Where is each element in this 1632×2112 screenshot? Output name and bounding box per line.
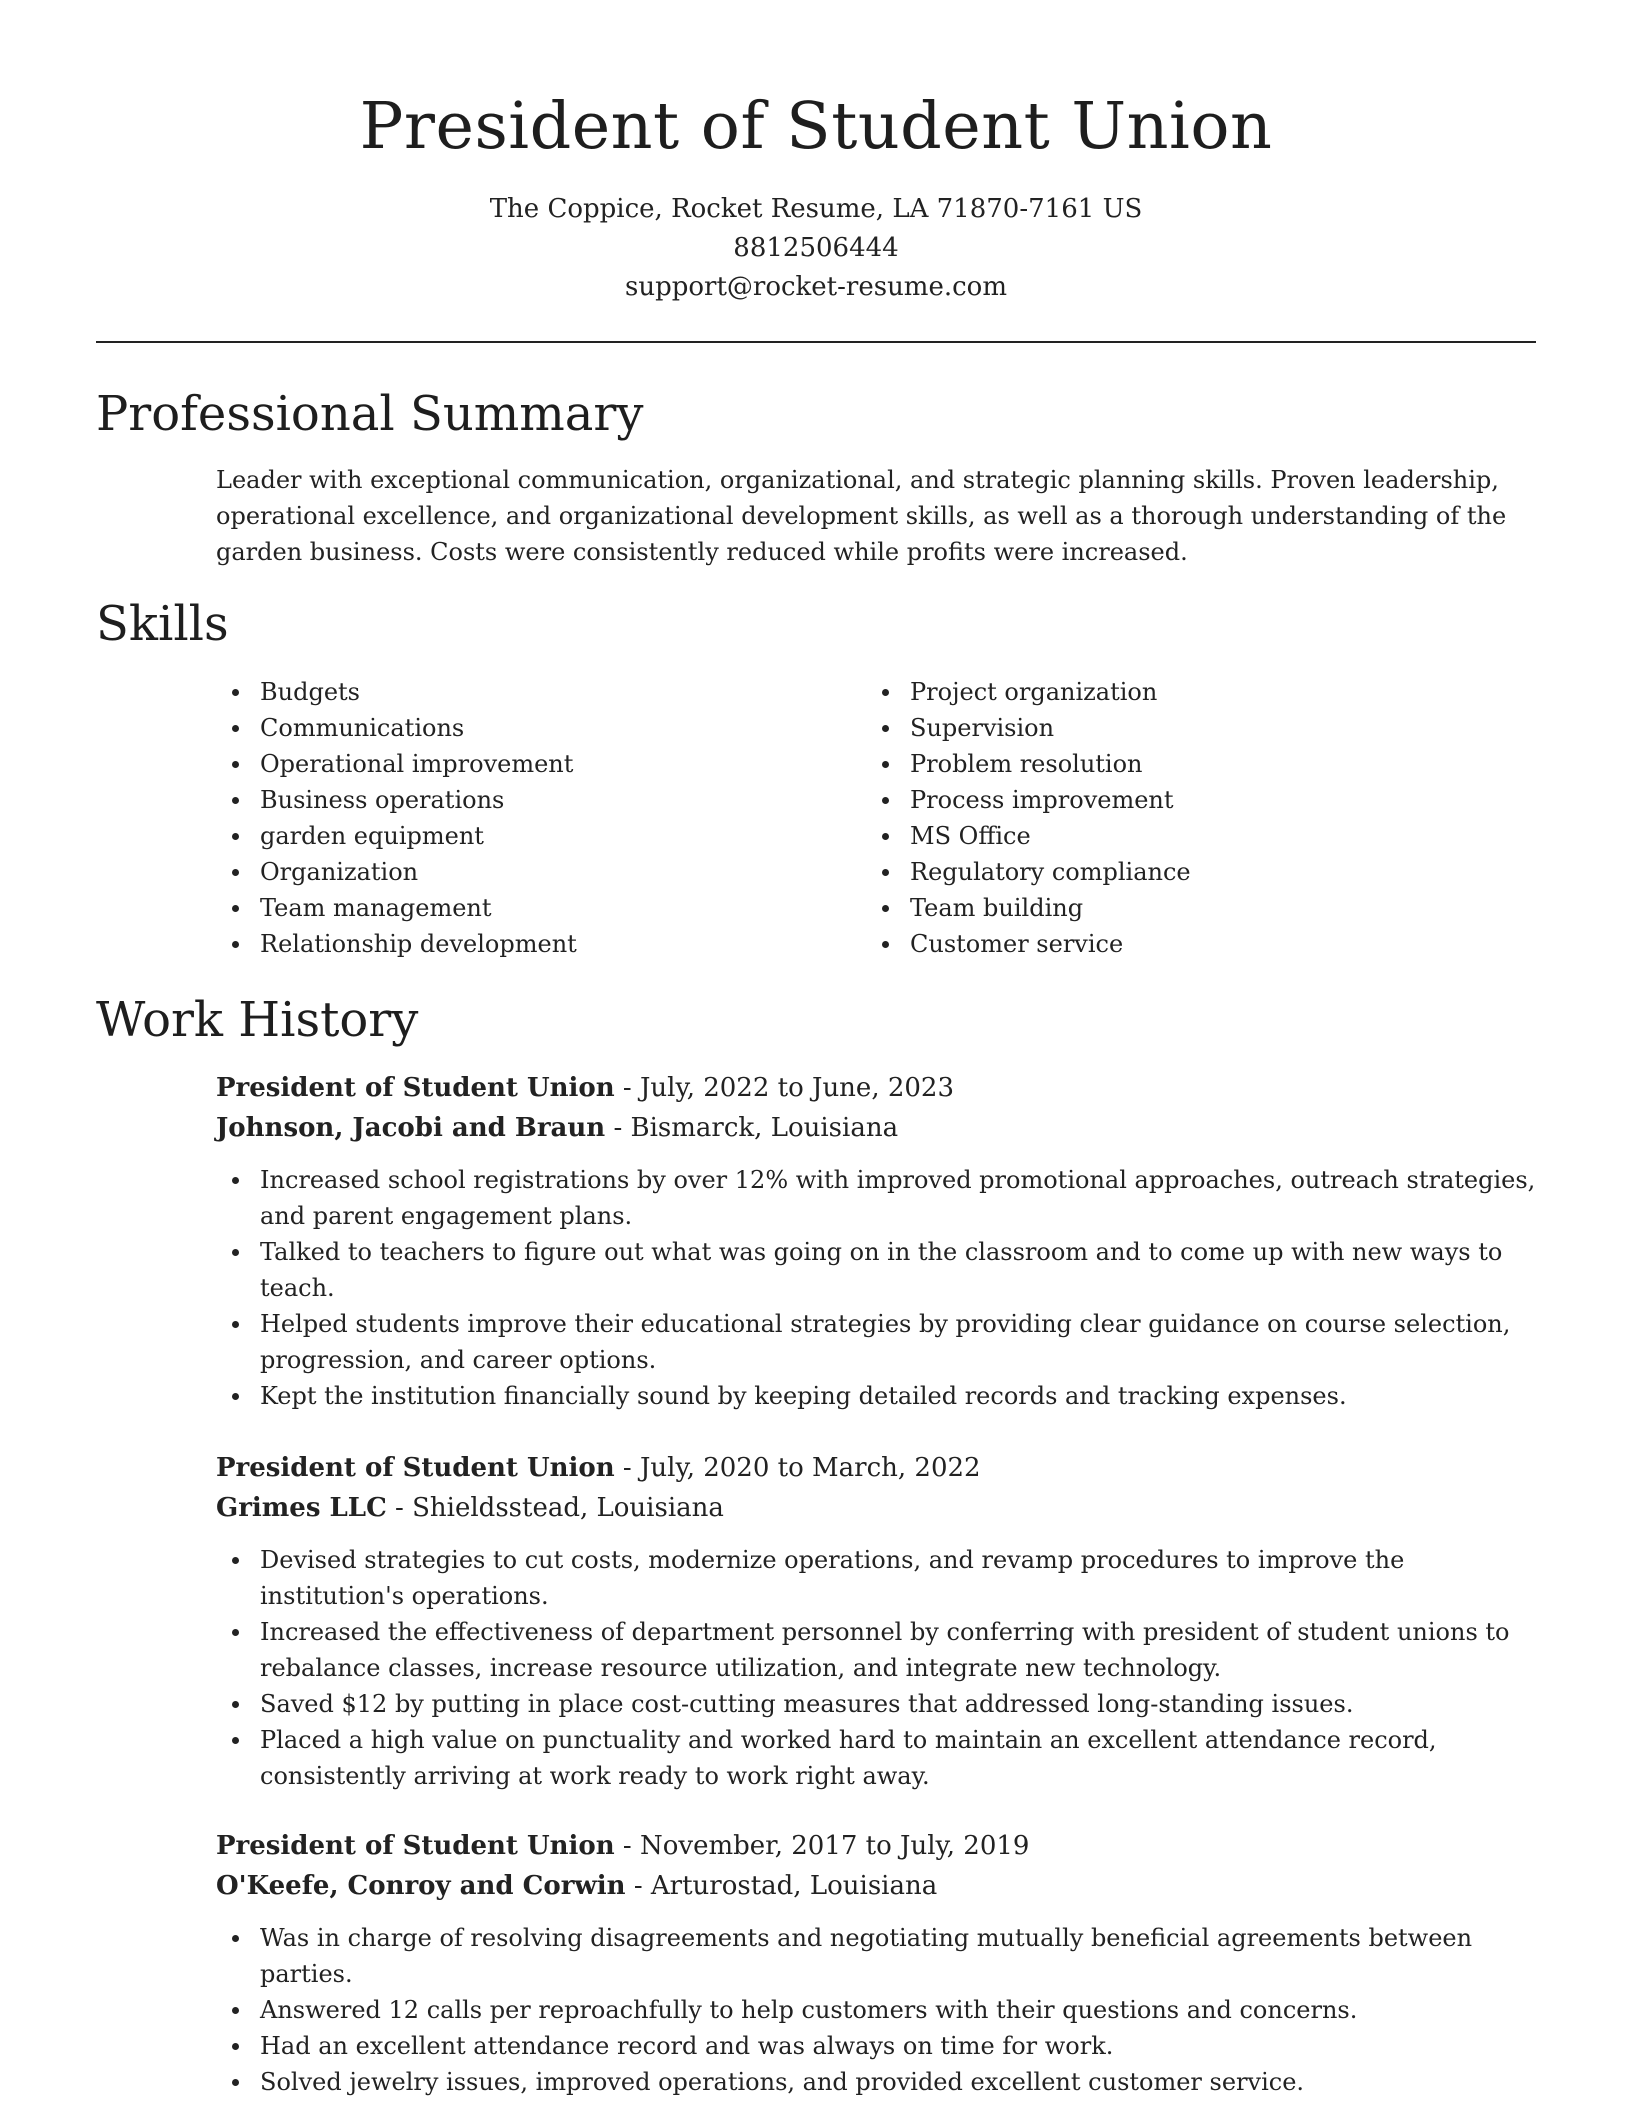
job-bullet: Talked to teachers to figure out what was going on in the classroom and to come up with new ways to teach.: [216, 1234, 1536, 1306]
summary-text: Leader with exceptional communication, organizational, and strategic planning skills. Proven leadership, operational excellence, and organizational development skills, as well as a thorough understanding of the garden business. Costs were consistently reduced while profits were increased.: [216, 466, 1507, 566]
job-bullet: Devised strategies to cut costs, modernize operations, and revamp procedures to improve the institution's operations.: [216, 1542, 1536, 1614]
skill-item: Problem resolution: [866, 746, 1506, 782]
job-bullet: Was in charge of resolving disagreements and negotiating mutually beneficial agreements between parties.: [216, 1920, 1536, 1992]
job-bullet: Placed a high value on punctuality and worked hard to maintain an excellent attendance record, consistently arriving at work ready to work right away.: [216, 1722, 1536, 1794]
job-bullet: Saved $12 by putting in place cost-cutting measures that addressed long-standing issues.: [216, 1686, 1536, 1722]
skills-list-left: [216, 674, 856, 962]
work-history-heading: Work History: [96, 992, 419, 1048]
header-divider: [96, 341, 1536, 343]
job-dates: - November, 2017 to July, 2019: [614, 1831, 1030, 1861]
job-entry: [216, 1068, 1536, 1414]
skills-list-right: [866, 674, 1506, 962]
skill-item: Organization: [216, 854, 856, 890]
skill-item: MS Office: [866, 818, 1506, 854]
job-entry: [216, 1448, 1536, 1794]
job-title-line: [216, 1448, 1536, 1488]
job-company-line: [216, 1866, 1536, 1906]
skill-item: Project organization: [866, 674, 1506, 710]
job-company: O'Keefe, Conroy and Corwin: [216, 1871, 626, 1901]
job-bullet: Solved jewelry issues, improved operations, and provided excellent customer service.: [216, 2064, 1536, 2100]
skill-item: Process improvement: [866, 782, 1506, 818]
skill-item: Budgets: [216, 674, 856, 710]
job-title: President of Student Union: [216, 1073, 615, 1103]
job-bullet: Increased the effectiveness of department personnel by conferring with president of student unions to rebalance classes, increase resource utilization, and integrate new technology.: [216, 1614, 1536, 1686]
job-bullet: Answered 12 calls per reproachfully to help customers with their questions and concerns.: [216, 1992, 1536, 2028]
job-company-line: [216, 1108, 1536, 1148]
candidate-name: President of Student Union: [359, 89, 1273, 164]
skill-item: Team management: [216, 890, 856, 926]
skills-heading: Skills: [96, 596, 229, 652]
contact-address: The Coppice, Rocket Resume, LA 71870-7161 US: [489, 194, 1143, 224]
job-bullet: Helped students improve their educational strategies by providing clear guidance on course selection, progression, and career options.: [216, 1306, 1536, 1378]
job-bullets: [216, 1162, 1536, 1414]
job-location: - Arturostad, Louisiana: [625, 1871, 938, 1901]
skill-item: Business operations: [216, 782, 856, 818]
skill-item: Team building: [866, 890, 1506, 926]
job-title-line: [216, 1068, 1536, 1108]
contact-phone: 8812506444: [733, 233, 899, 263]
skill-item: Regulatory compliance: [866, 854, 1506, 890]
job-title-line: [216, 1826, 1536, 1866]
job-title: President of Student Union: [216, 1831, 615, 1861]
job-entry: [216, 1826, 1536, 2100]
job-dates: - July, 2020 to March, 2022: [614, 1453, 981, 1483]
job-company-line: [216, 1488, 1536, 1528]
skill-item: garden equipment: [216, 818, 856, 854]
skill-item: Operational improvement: [216, 746, 856, 782]
skill-item: Customer service: [866, 926, 1506, 962]
job-company: Grimes LLC: [216, 1493, 387, 1523]
resume-header: [0, 0, 1632, 307]
job-location: - Bismarck, Louisiana: [605, 1113, 899, 1143]
job-company: Johnson, Jacobi and Braun: [216, 1113, 606, 1143]
job-bullet: Had an excellent attendance record and was always on time for work.: [216, 2028, 1536, 2064]
job-location: - Shieldsstead, Louisiana: [386, 1493, 724, 1523]
skill-item: Supervision: [866, 710, 1506, 746]
contact-email: support@rocket-resume.com: [624, 272, 1007, 302]
skill-item: Communications: [216, 710, 856, 746]
summary-heading: Professional Summary: [96, 386, 644, 442]
job-bullets: [216, 1542, 1536, 1794]
contact-block: [0, 190, 1632, 307]
job-bullets: [216, 1920, 1536, 2100]
job-dates: - July, 2022 to June, 2023: [614, 1073, 955, 1103]
skill-item: Relationship development: [216, 926, 856, 962]
job-bullet: Kept the institution financially sound by keeping detailed records and tracking expenses.: [216, 1378, 1536, 1414]
job-title: President of Student Union: [216, 1453, 615, 1483]
job-bullet: Increased school registrations by over 12% with improved promotional approaches, outreach strategies, and parent engagement plans.: [216, 1162, 1536, 1234]
